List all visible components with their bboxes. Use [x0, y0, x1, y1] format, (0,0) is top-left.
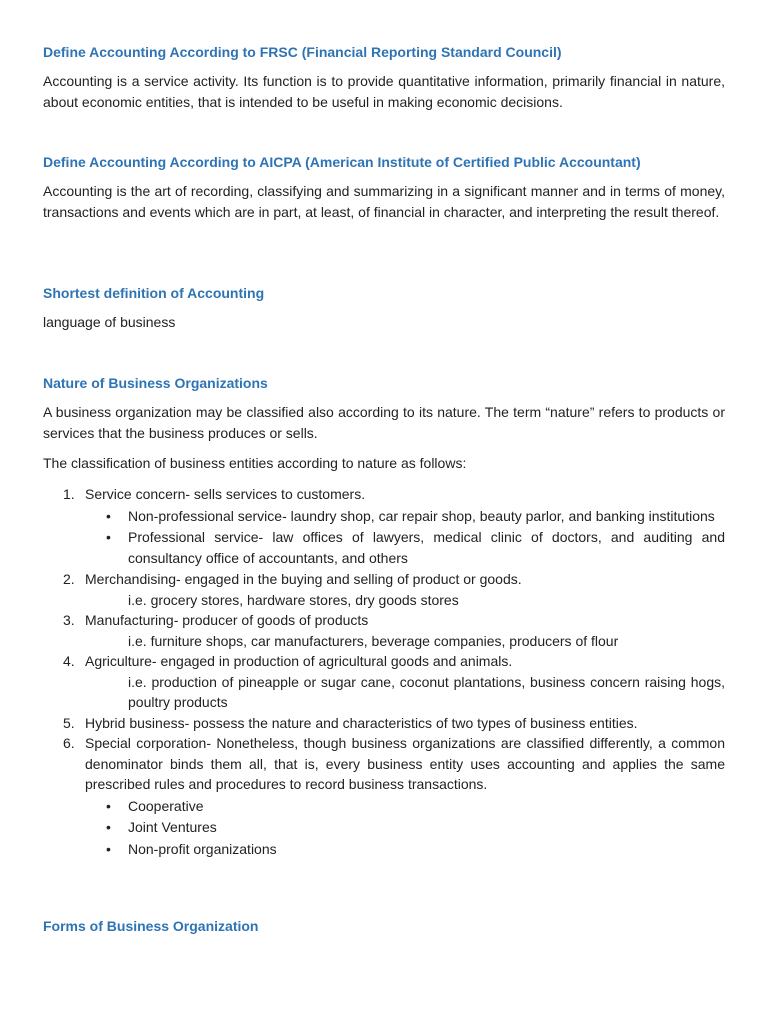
bullet-text: Cooperative	[128, 797, 204, 814]
list-item-example: i.e. production of pineapple or sugar cane, coconut plantations, business concern raising hogs, poultry products	[128, 673, 725, 710]
heading-shortest-definition: Shortest definition of Accounting	[43, 285, 265, 301]
list-item-text: Manufacturing- producer of goods of products	[85, 612, 369, 628]
heading-forms: Forms of Business Organization	[43, 918, 259, 934]
list-item-number: 3.	[63, 612, 75, 628]
heading-frsc: Define Accounting According to FRSC (Financial Reporting Standard Council)	[43, 44, 562, 60]
bullet-item	[85, 817, 725, 838]
bullet-item	[85, 527, 725, 568]
list-item	[43, 733, 725, 859]
bullet-icon: •	[106, 840, 111, 857]
bullet-icon: •	[106, 797, 111, 814]
list-item-number: 2.	[63, 571, 75, 587]
list-item-example: i.e. grocery stores, hardware stores, dry goods stores	[128, 591, 459, 608]
list-item	[43, 651, 725, 713]
bullet-icon: •	[106, 819, 111, 835]
list-item-number: 6.	[63, 735, 75, 751]
list-item	[43, 713, 725, 734]
list-item-text: Service concern- sells services to customers.	[85, 486, 366, 502]
bullet-text: Non-professional service- laundry shop, car repair shop, beauty parlor, and banking institutions	[128, 507, 715, 524]
paragraph-shortest-definition: language of business	[43, 314, 176, 330]
paragraph-frsc: Accounting is a service activity. Its function is to provide quantitative information, primarily financial in nature, about economic entities, that is intended to be useful in making economic decisions.	[43, 73, 725, 110]
bullet-list	[85, 796, 725, 860]
bullet-item	[85, 839, 725, 860]
list-item-number: 4.	[63, 653, 75, 669]
paragraph-classification-intro: The classification of business entities according to nature as follows:	[43, 455, 467, 471]
list-item-text: Merchandising- engaged in the buying and selling of product or goods.	[85, 571, 522, 587]
list-item	[43, 569, 725, 610]
list-item-text: Special corporation- Nonetheless, though business organizations are classified differently, a common denominator binds them all, that is, every business entity uses accounting and applies the same prescribed rules and procedures to record business transactions.	[85, 735, 725, 792]
classification-list	[43, 484, 725, 860]
paragraph-nature: A business organization may be classified also according to its nature. The term “nature” refers to products or services that the business produces or sells.	[43, 404, 725, 441]
heading-aicpa: Define Accounting According to AICPA (American Institute of Certified Public Accountant)	[43, 154, 641, 170]
list-item-text: Agriculture- engaged in production of agricultural goods and animals.	[85, 653, 513, 669]
bullet-text: Joint Ventures	[128, 819, 217, 835]
bullet-text: Professional service- law offices of lawyers, medical clinic of doctors, and auditing and consultancy office of accountants, and others	[128, 529, 725, 566]
bullet-icon: •	[106, 507, 111, 524]
bullet-item	[85, 796, 725, 817]
list-item	[43, 484, 725, 568]
bullet-item	[85, 506, 725, 527]
bullet-list	[85, 506, 725, 569]
list-item-text: Hybrid business- possess the nature and characteristics of two types of business entities.	[85, 714, 638, 731]
bullet-icon: •	[106, 529, 111, 545]
list-item	[43, 610, 725, 651]
list-item-number: 5.	[63, 714, 75, 731]
list-item-number: 1.	[63, 486, 75, 502]
heading-nature: Nature of Business Organizations	[43, 375, 268, 391]
paragraph-aicpa: Accounting is the art of recording, classifying and summarizing in a significant manner and in terms of money, transactions and events which are in part, at least, of financial in character, and interpreting the result thereof.	[43, 183, 725, 220]
list-item-example: i.e. furniture shops, car manufacturers, beverage companies, producers of flour	[128, 632, 619, 649]
bullet-text: Non-profit organizations	[128, 840, 277, 857]
